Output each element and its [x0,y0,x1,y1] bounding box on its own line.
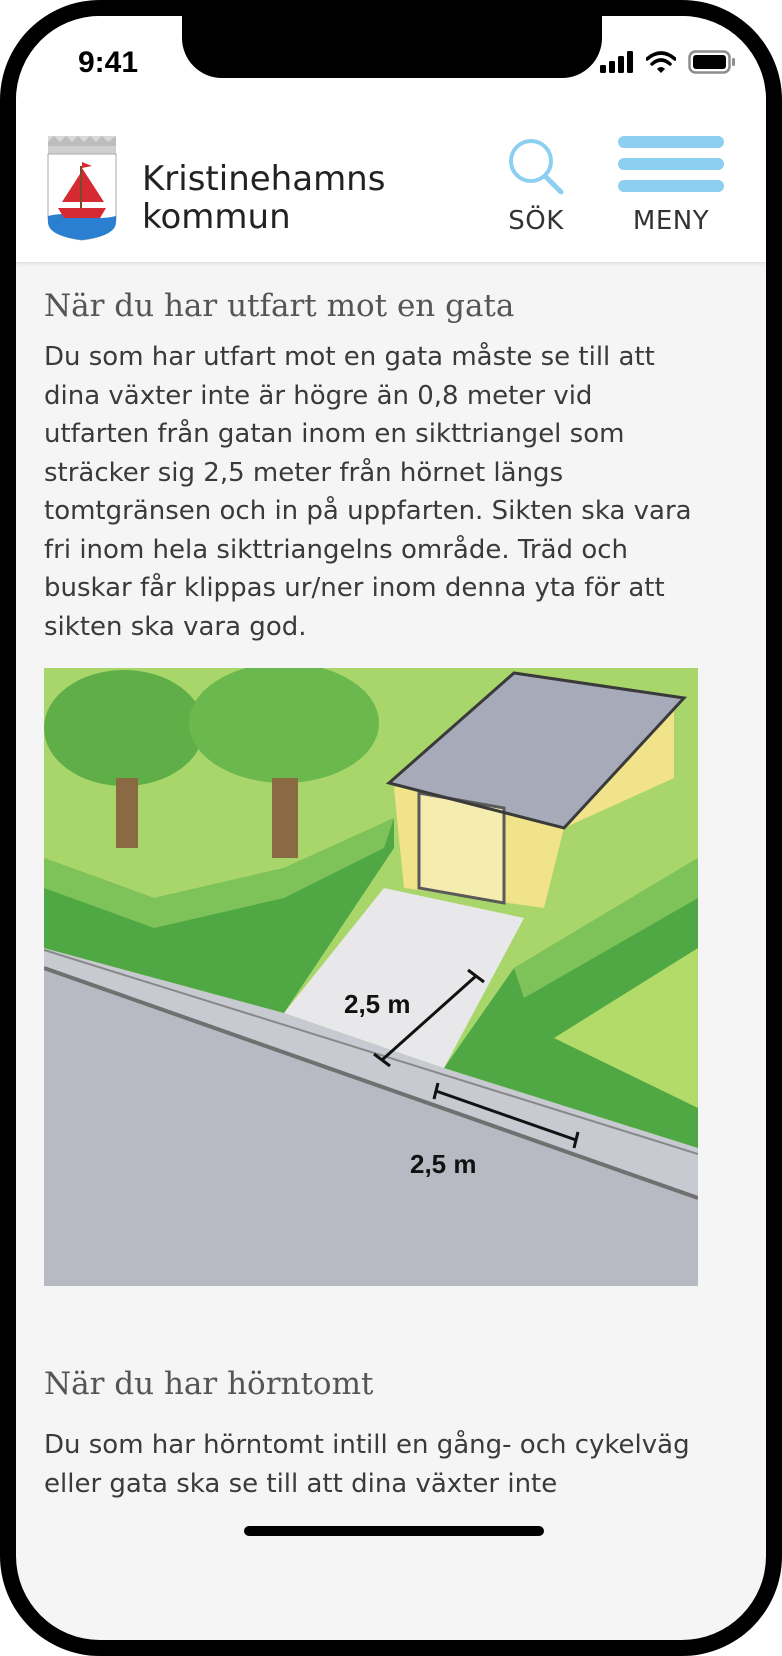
sight-triangle-illustration [44,668,698,1286]
menu-button[interactable] [608,136,734,236]
signal-icon [600,51,634,73]
home-indicator[interactable] [244,1526,544,1536]
menu-bar-3 [618,180,724,192]
menu-bar-2 [618,158,724,170]
search-icon [506,136,566,198]
battery-icon [688,50,736,74]
status-icons [600,50,736,74]
search-label: SÖK [508,206,564,236]
screen [16,16,766,1640]
section-text-driveway: Du som har utfart mot en gata måste se till att dina växter inte är högre än 0,8 meter vid utfarten från gatan inom en sikttriangel som sträcker sig 2,5 meter från hörnet längs tomtgränsen och in på uppfarten. Sikten ska vara fri inom hela sikttriangelns område. Träd och buskar får klippas ur/ner inom denna yta för att sikten ska vara god. [44,342,692,642]
dimension-label-driveway: 2,5 m [344,989,411,1019]
section-text-corner-lot: Du som har hörntomt intill en gång- och cykelväg eller gata ska se till att dina växter inte [44,1430,690,1499]
wifi-icon [646,51,676,73]
section-heading-driveway: När du har utfart mot en gata [44,288,515,324]
notch [182,16,602,78]
status-time: 9:41 [78,46,139,79]
section-heading-corner-lot: När du har hörntomt [44,1366,374,1402]
search-button[interactable] [484,136,588,236]
dimension-label-boundary: 2,5 m [410,1149,477,1179]
menu-bar-1 [618,136,724,148]
brand-line-1: Kristinehamns [142,159,386,199]
coat-of-arms-logo[interactable] [44,132,120,242]
brand-name[interactable] [142,160,385,236]
menu-label: MENY [632,206,710,236]
brand-line-2: kommun [142,197,291,237]
status-bar [16,16,766,106]
site-header [16,106,766,263]
